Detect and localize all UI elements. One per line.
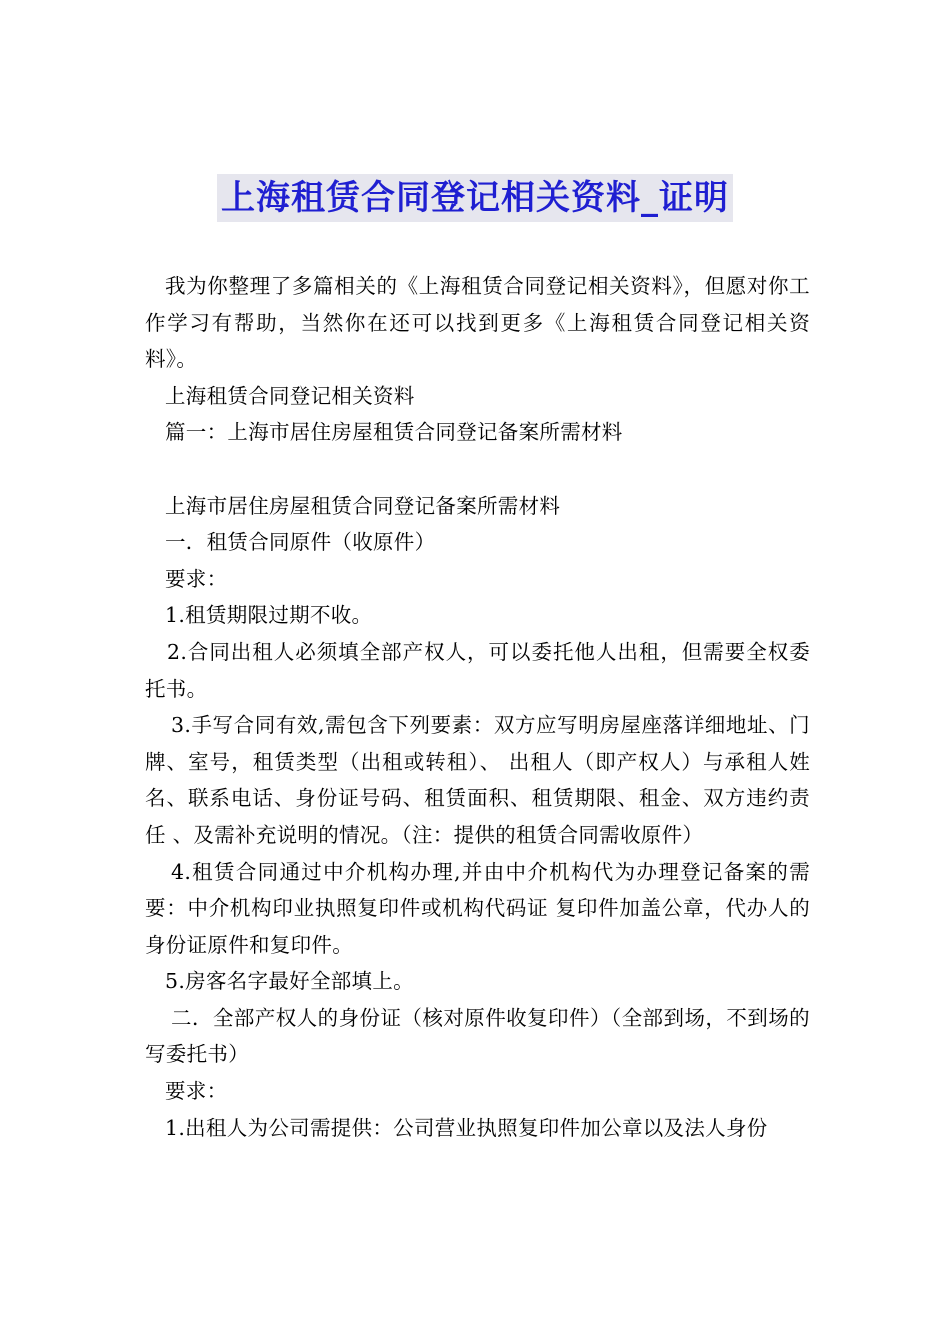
title-container [0,174,950,222]
document-body [145,268,810,1146]
requirement-1-2: 2.合同出租人必须填全部产权人，可以委托他人出租，但需要全权委托书。 [145,639,810,701]
intro-paragraph: 我为你整理了多篇相关的《上海租赁合同登记相关资料》，但愿对你工作学习有帮助，当然你在还可以找到更多《上海租赁合同登记相关资料》。 [145,274,810,372]
requirement-1-4: 4.租赁合同通过中介机构办理,并由中介机构代为办理登记备案的需要：中介机构印业执照复印件或机构代码证 复印件加盖公章，代办人的身份证原件和复印件。 [145,859,810,957]
requirement-1-1: 1.租赁期限过期不收。 [165,603,373,628]
blank-line [145,451,810,488]
requirement-2-1: 1.出租人为公司需提供：公司营业执照复印件加公章以及法人身份 [165,1115,768,1140]
section-heading: 上海租赁合同登记相关资料 [165,383,415,408]
document-title: 上海租赁合同登记相关资料_证明 [217,174,733,222]
item-heading-2: 二．全部产权人的身份证（核对原件收复印件）（全部到场，不到场的写委托书） [145,1005,810,1067]
subsection-heading: 上海市居住房屋租赁合同登记备案所需材料 [165,493,561,518]
requirements-label-2: 要求： [165,1079,228,1104]
requirement-1-5: 5.房客名字最好全部填上。 [165,969,414,994]
requirement-1-3: 3.手写合同有效,需包含下列要素：双方应写明房屋座落详细地址、门牌、室号，租赁类型（出租或转租）、 出租人（即产权人）与承租人姓名、联系电话、身份证号码、租赁面积、租赁期限、租金、双方违约责任 、及需补充说明的情况。（注：提供的租赁合同需收原件） [145,713,810,847]
item-heading-1: 一．租赁合同原件（收原件） [165,530,436,555]
requirements-label-1: 要求： [165,566,228,591]
chapter-heading: 篇一：上海市居住房屋租赁合同登记备案所需材料 [165,420,623,445]
